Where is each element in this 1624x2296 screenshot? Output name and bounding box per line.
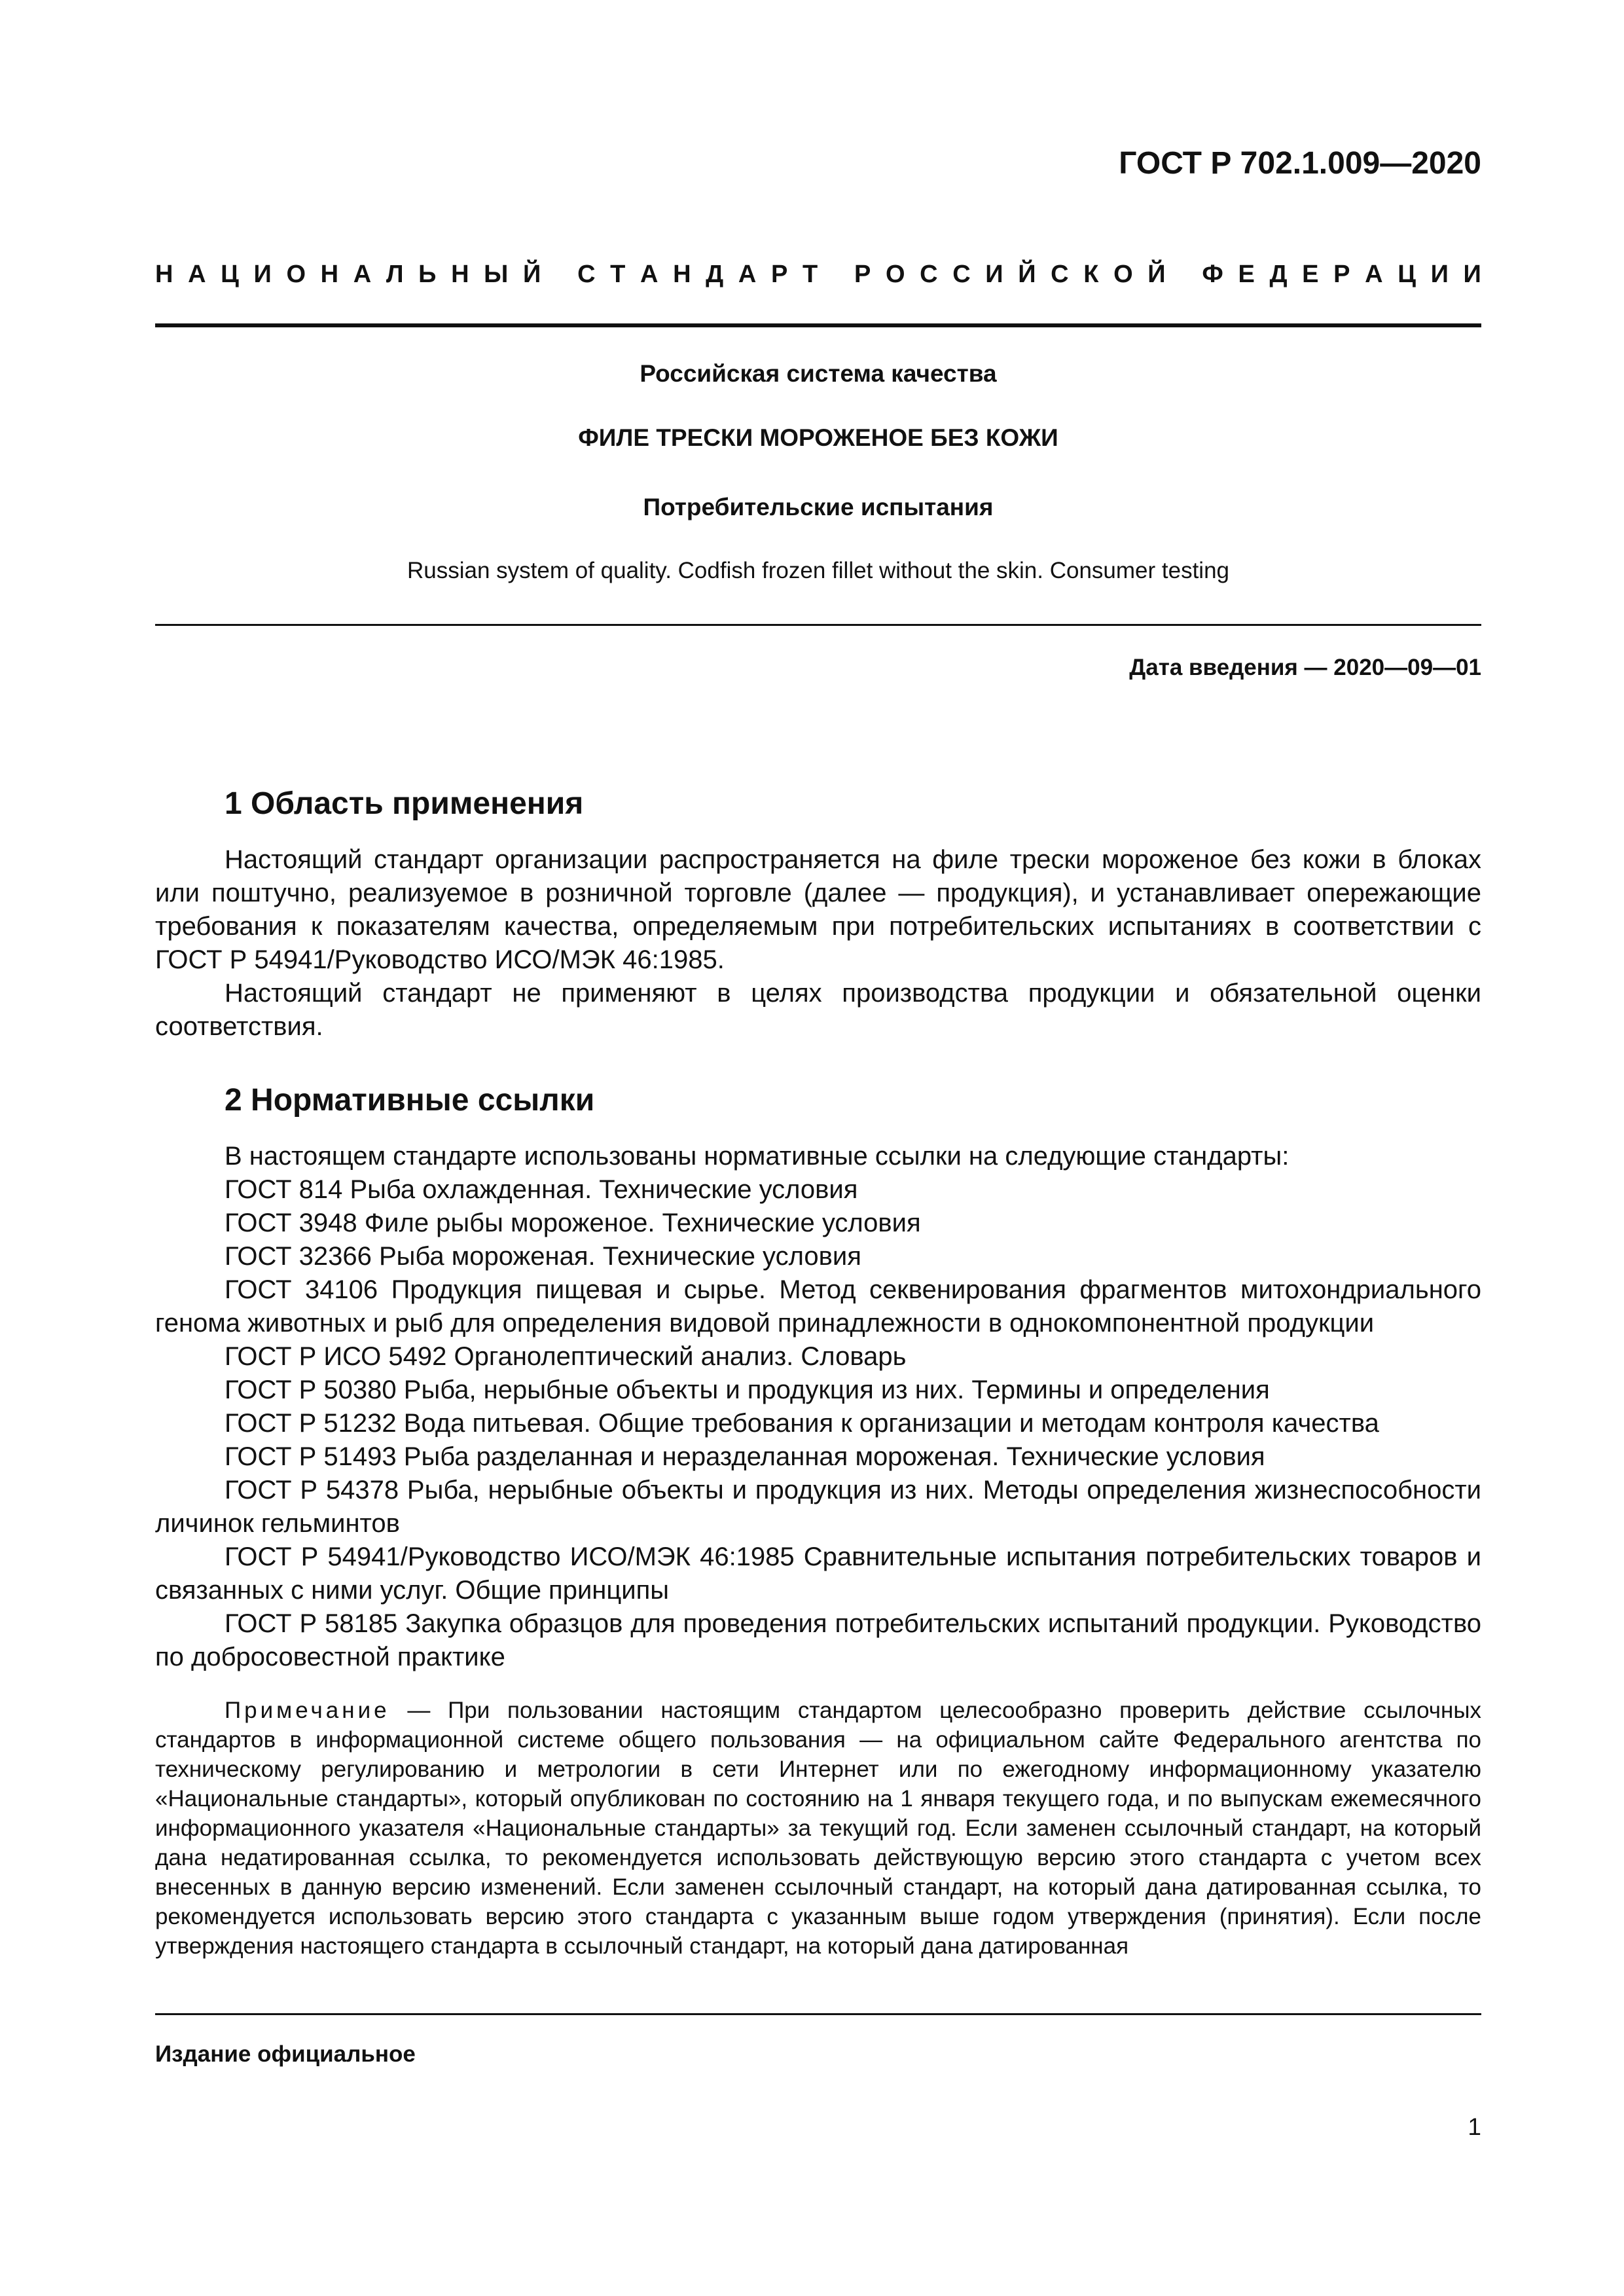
national-standard-banner [155, 261, 1481, 289]
paragraph: Настоящий стандарт не применяют в целях производства продукции и обязательной оценки соответствия. [155, 979, 1481, 1041]
section-normative-references [155, 1084, 1481, 1674]
banner-letter: Д [706, 261, 724, 288]
banner-letter: Т [802, 261, 818, 288]
banner-letter: Н [320, 261, 339, 288]
banner-letter: А [640, 261, 659, 288]
banner-letter: А [738, 261, 757, 288]
title-rule [155, 624, 1481, 626]
banner-letter: О [885, 261, 905, 288]
section-scope [155, 787, 1481, 1044]
banner-letter [1180, 261, 1187, 289]
reference-item: ГОСТ Р 54941/Руководство ИСО/МЭК 46:1985 Сравнительные испытания потребительских товаров и связанных с ними услуг. Общие принципы [155, 1542, 1481, 1605]
banner-letter: А [353, 261, 372, 288]
banner-letter: Н [673, 261, 691, 288]
reference-item: ГОСТ Р ИСО 5492 Органолептический анализ. Словарь [225, 1342, 907, 1371]
banner-letter: С [577, 261, 596, 288]
banner-letter: Н [451, 261, 469, 288]
reference-item: ГОСТ Р 51493 Рыба разделанная и неразделанная мороженая. Технические условия [225, 1442, 1265, 1471]
reference-list [155, 1173, 1481, 1674]
banner-letter: Ц [221, 261, 239, 288]
banner-letter: И [253, 261, 272, 288]
banner-letter: С [952, 261, 971, 288]
banner-letter: И [1430, 261, 1449, 288]
banner-letter: С [920, 261, 938, 288]
banner-letter: К [1083, 261, 1099, 288]
banner-letter: И [985, 261, 1003, 288]
banner-letter: Ь [418, 261, 437, 288]
paragraph: В настоящем стандарте использованы нормативные ссылки на следующие стандарты: [225, 1142, 1290, 1171]
banner-letter: Ы [484, 261, 509, 288]
section-heading: 2 Нормативные ссылки [225, 1083, 595, 1118]
banner-letter: Ц [1398, 261, 1416, 288]
page-number: 1 [1468, 2113, 1481, 2140]
banner-letter: Е [1302, 261, 1319, 288]
banner-letter: О [286, 261, 306, 288]
banner-letter [556, 261, 563, 289]
banner-letter: Е [1238, 261, 1255, 288]
edition-label: Издание официальное [155, 2041, 416, 2067]
paragraph: Настоящий стандарт организации распространяется на филе трески мороженое без кожи в блоках или поштучно, реализуемое в розничной торговле (далее — продукция), и устанавливает опережающие требования к показателям качества, определяемым при потребительских испытаниях в соответствии с ГОСТ Р 54941/Руководство ИСО/МЭК 46:1985. [155, 845, 1481, 974]
banner-letter: А [188, 261, 206, 288]
header-rule [155, 323, 1481, 327]
main-title: ФИЛЕ ТРЕСКИ МОРОЖЕНОЕ БЕЗ КОЖИ [578, 424, 1058, 451]
banner-letter: О [1113, 261, 1133, 288]
intro-date: Дата введения — 2020—09—01 [1129, 655, 1481, 680]
banner-letter: А [1365, 261, 1383, 288]
banner-letter: Ф [1202, 261, 1223, 288]
note [155, 1696, 1481, 1961]
reference-item: ГОСТ 814 Рыба охлажденная. Технические условия [225, 1175, 858, 1204]
banner-letter [833, 261, 840, 289]
reference-item: ГОСТ Р 51232 Вода питьевая. Общие требования к организации и методам контроля качества [225, 1409, 1379, 1438]
banner-letter: Й [1147, 261, 1166, 288]
banner-letter: Т [610, 261, 626, 288]
system-title: Российская система качества [640, 360, 997, 387]
reference-item: ГОСТ Р 50380 Рыба, нерыбные объекты и продукция из них. Термины и определения [225, 1376, 1270, 1404]
banner-letter: Л [386, 261, 404, 288]
banner-letter: Р [1333, 261, 1350, 288]
reference-item: ГОСТ 3948 Филе рыбы мороженое. Технические условия [225, 1209, 921, 1237]
reference-item: ГОСТ 32366 Рыба мороженая. Технические условия [225, 1242, 861, 1271]
banner-letter: Й [522, 261, 541, 288]
banner-letter: Н [155, 261, 173, 288]
standard-code: ГОСТ Р 702.1.009—2020 [1119, 146, 1481, 181]
note-label: Примечание [225, 1698, 390, 1723]
section-heading: 1 Область применения [225, 786, 584, 821]
note-text: — При пользовании настоящим стандартом целесообразно проверить действие ссылочных стандартов в информационной системе общего пользования — на официальном сайте Федерального агентства по техническому регулированию и метрологии в сети Интернет или по ежегодному информационному указателю «Национальные стандарты», который опубликован по состоянию на 1 января текущего года, и по выпускам ежемесячного информационного указателя «Национальные стандарты» за текущий год. Если заменен ссылочный стандарт, на который дана недатированная ссылка, то рекомендуется использовать действующую версию этого стандарта с учетом всех внесенных в данную версию изменений. Если заменен ссылочный стандарт, на который дана датированная ссылка, то рекомендуется использовать версию этого стандарта с указанным выше годом утверждения (принятия). Если после утверждения настоящего стандарта в ссылочный стандарт, на который дана датированная [155, 1698, 1481, 1959]
banner-letter: Р [854, 261, 871, 288]
banner-letter: Р [770, 261, 788, 288]
reference-item: ГОСТ 34106 Продукция пищевая и сырье. Метод секвенирования фрагментов митохондриального генома животных и рыб для определения видовой принадлежности в однокомпонентной продукции [155, 1275, 1481, 1338]
reference-item: ГОСТ Р 54378 Рыба, нерыбные объекты и продукция из них. Методы определения жизнеспособности личинок гельминтов [155, 1476, 1481, 1538]
banner-letter: С [1051, 261, 1069, 288]
banner-letter: Д [1269, 261, 1288, 288]
subtitle: Потребительские испытания [643, 494, 994, 520]
banner-letter: Й [1018, 261, 1036, 288]
english-title: Russian system of quality. Codfish frozen fillet without the skin. Consumer testing [406, 558, 1230, 583]
banner-letter: И [1463, 261, 1481, 288]
footer-rule [155, 2013, 1481, 2015]
reference-item: ГОСТ Р 58185 Закупка образцов для проведения потребительских испытаний продукции. Руководство по добросовестной практике [155, 1609, 1481, 1671]
